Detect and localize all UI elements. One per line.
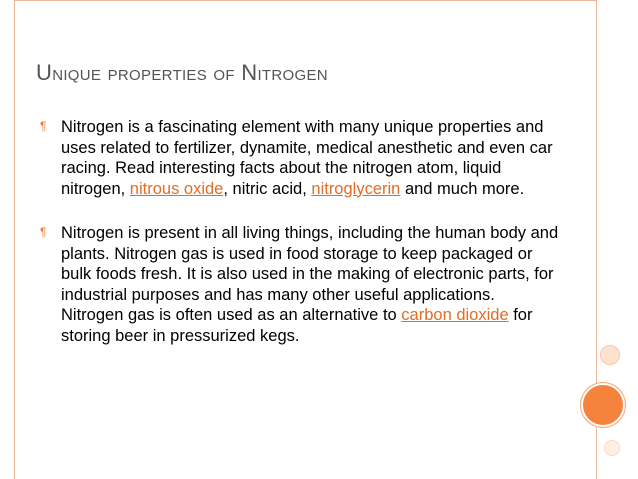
bullet-text: , nitric acid, xyxy=(223,179,312,198)
decorative-dot-small xyxy=(600,345,620,365)
link-nitrous-oxide[interactable]: nitrous oxide xyxy=(129,179,224,198)
frame-top-line xyxy=(14,0,597,1)
bullet-text: Nitrogen is a fascinating element with many unique properties and uses related to fertilizer, dynamite, medical anesthetic and even car racing. Read interesting facts about the nitrogen atom, liquid nitrogen, xyxy=(61,118,553,198)
decorative-dot-faint xyxy=(604,440,620,456)
pilcrow-bullet-icon: ¶ xyxy=(40,119,47,133)
slide-title: Unique properties of Nitrogen xyxy=(36,60,328,85)
decorative-dot-orange xyxy=(581,383,625,427)
frame-left-line xyxy=(14,0,15,479)
bullet-text: Nitrogen is present in all living things, including the human body and plants. Nitrogen gas is used in food storage to keep packaged or bulk foods fresh. It is also used in the making of electronic parts, for industrial purposes and has many other useful applications. Nitrogen gas is often used as an alternative to xyxy=(61,224,559,324)
bullet-text: and much more. xyxy=(400,179,525,198)
bullet-list xyxy=(40,117,560,370)
bullet-item xyxy=(40,117,560,199)
bullet-item xyxy=(40,223,560,346)
bullet-text: for storing beer in pressurized kegs. xyxy=(61,306,533,345)
pilcrow-bullet-icon: ¶ xyxy=(40,225,47,239)
link-carbon-dioxide[interactable]: carbon dioxide xyxy=(401,306,509,324)
link-nitroglycerin[interactable]: nitroglycerin xyxy=(311,179,401,198)
